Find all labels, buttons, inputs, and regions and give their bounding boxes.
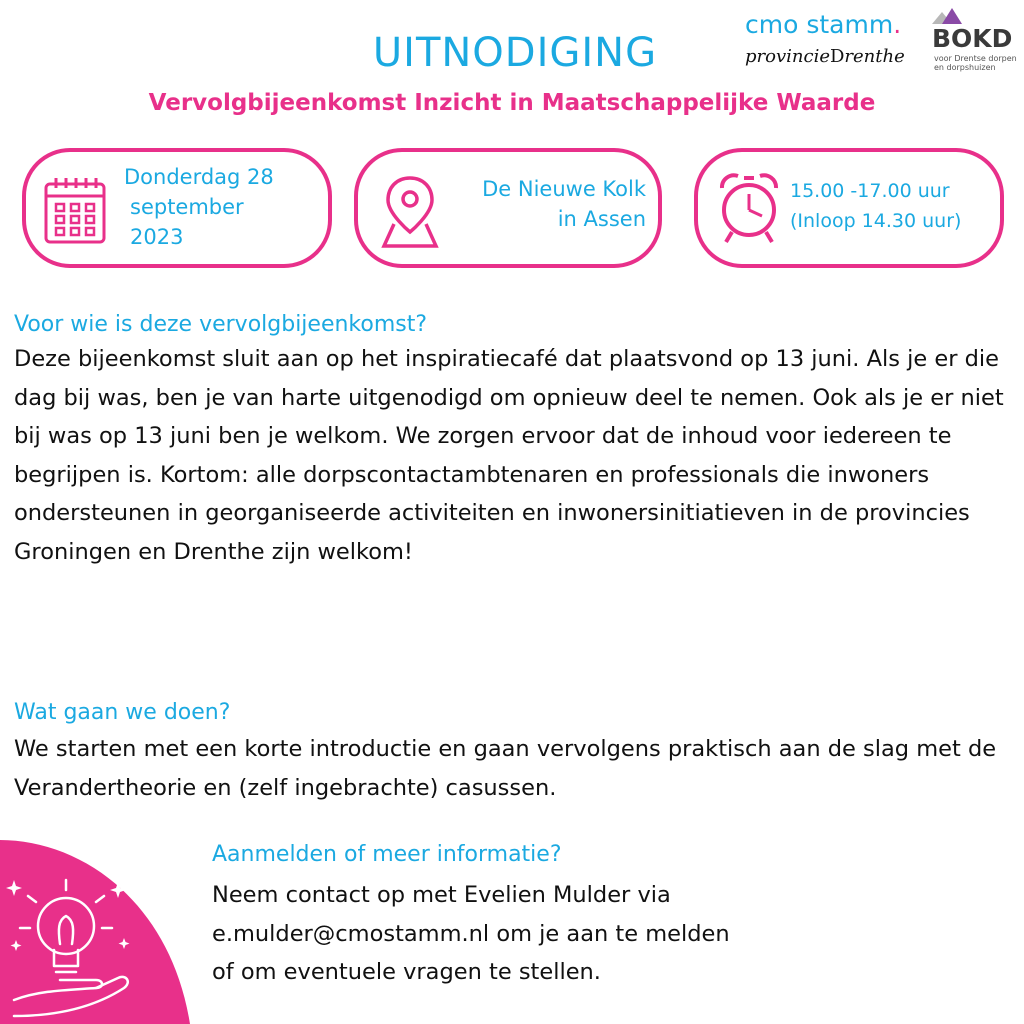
signup-line-3: of om eventuele vragen te stellen. [212, 959, 601, 985]
cmo-logo-text: cmo stamm [745, 10, 894, 39]
signup-email-line: e.mulder@cmostamm.nl om je aan te melden [212, 920, 730, 947]
location-line-1: De Nieuwe Kolk [482, 177, 646, 201]
date-line-3: 2023 [130, 225, 184, 249]
what-heading: Wat gaan we doen? [14, 700, 231, 725]
provincie-logo-rest: renthe [844, 46, 905, 67]
lightbulb-hand-decoration [0, 840, 190, 1024]
event-time [790, 176, 961, 236]
signup-heading: Aanmelden of meer informatie? [212, 842, 562, 867]
location-line-2: in Assen [557, 207, 646, 231]
alarm-clock-icon [714, 170, 784, 246]
provincie-logo-text: provincie [745, 46, 830, 67]
time-line-2: (Inloop 14.30 uur) [790, 210, 962, 232]
provincie-logo-d: D [829, 46, 845, 67]
calendar-icon [42, 174, 108, 246]
provincie-drenthe-logo [745, 46, 905, 67]
page-subtitle: Vervolgbijeenkomst Inzicht in Maatschappelijke Waarde [148, 90, 876, 116]
who-body: Deze bijeenkomst sluit aan op het inspiratiecafé dat plaatsvond op 13 juni. Als je er die dag bij was, ben je van harte uitgenodigd om opnieuw deel te nemen. Ook als je er niet bij was op 13 juni ben je welkom. We zorgen ervoor dat de inhoud voor iedereen te begrijpen is. Kortom: alle dorpscontactambtenaren en professionals die inwoners ondersteunen in georganiseerde activiteiten en inwonersinitiatieven in de provincies Groningen en Drenthe zijn welkom! [14, 346, 1004, 565]
event-date [124, 162, 274, 252]
what-body: We starten met een korte introductie en gaan vervolgens praktisch aan de slag met de Verandertheorie en (zelf ingebrachte) casussen. [14, 736, 997, 801]
bokd-logo-text: BOKD [932, 24, 1013, 53]
page-title: UITNODIGING [372, 30, 658, 76]
signup-line-1: Neem contact op met Evelien Mulder via [212, 882, 671, 908]
date-line-2: september [130, 195, 244, 219]
bokd-roof-icon [928, 6, 968, 26]
time-line-1: 15.00 -17.00 uur [790, 180, 950, 202]
location-info-box [354, 148, 662, 268]
bokd-logo-mark [928, 6, 1020, 26]
date-line-1: Donderdag 28 [124, 165, 274, 189]
map-pin-icon [380, 174, 440, 250]
signup-body [212, 876, 912, 992]
cmo-logo-dot: . [893, 10, 902, 39]
date-info-box [22, 148, 332, 268]
cmo-stamm-logo [745, 10, 901, 39]
event-location [448, 174, 646, 234]
who-heading: Voor wie is deze vervolgbijeenkomst? [14, 312, 428, 337]
bokd-logo-subtitle: voor Drentse dorpen en dorpshuizen [934, 54, 1017, 72]
time-info-box [694, 148, 1004, 268]
